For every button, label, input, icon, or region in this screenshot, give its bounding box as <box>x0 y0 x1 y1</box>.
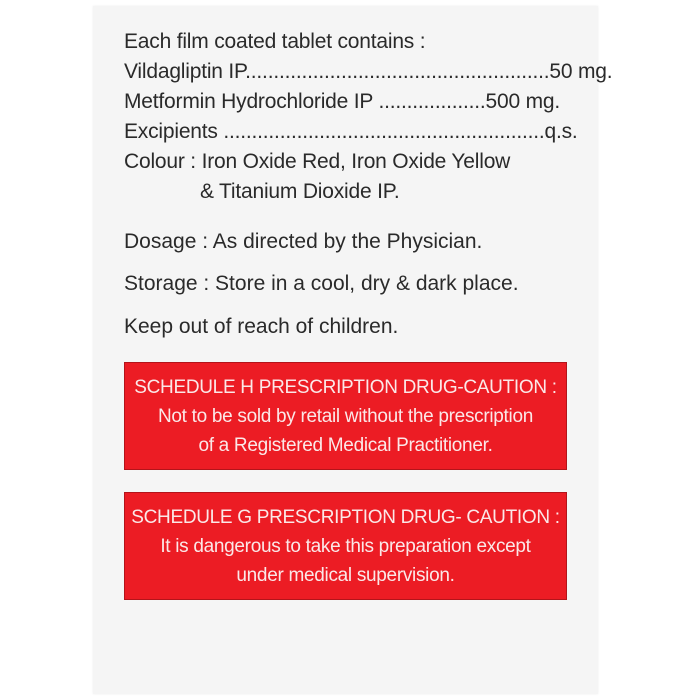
composition-heading: Each film coated tablet contains : <box>124 30 426 53</box>
ingredient-colour: Colour : Iron Oxide Red, Iron Oxide Yellow <box>124 150 511 173</box>
keep-out-text: Keep out of reach of children. <box>124 315 399 338</box>
schedule-h-line-1: Not to be sold by retail without the prescription <box>157 406 533 427</box>
dosage-text: Dosage : As directed by the Physician. <box>124 230 483 253</box>
ingredient-colour-continuation: & Titanium Dioxide IP. <box>200 180 400 203</box>
schedule-g-heading: SCHEDULE G PRESCRIPTION DRUG- CAUTION : <box>131 507 560 528</box>
schedule-g-line-1: It is dangerous to take this preparation except <box>160 536 531 557</box>
ingredient-metformin: Metformin Hydrochloride IP ...................500 mg. <box>124 90 561 113</box>
schedule-h-heading: SCHEDULE H PRESCRIPTION DRUG-CAUTION : <box>134 377 557 398</box>
schedule-h-line-2: of a Registered Medical Practitioner. <box>198 435 493 456</box>
storage-text: Storage : Store in a cool, dry & dark place. <box>124 272 519 295</box>
schedule-g-line-2: under medical supervision. <box>236 565 455 586</box>
schedule-h-warning <box>124 362 567 470</box>
ingredient-excipients: Excipients .........................................................q.s. <box>124 120 578 143</box>
schedule-g-warning <box>124 492 567 600</box>
ingredient-vildagliptin: Vildagliptin IP......................................................50 mg. <box>124 60 613 83</box>
composition-block <box>124 27 612 207</box>
